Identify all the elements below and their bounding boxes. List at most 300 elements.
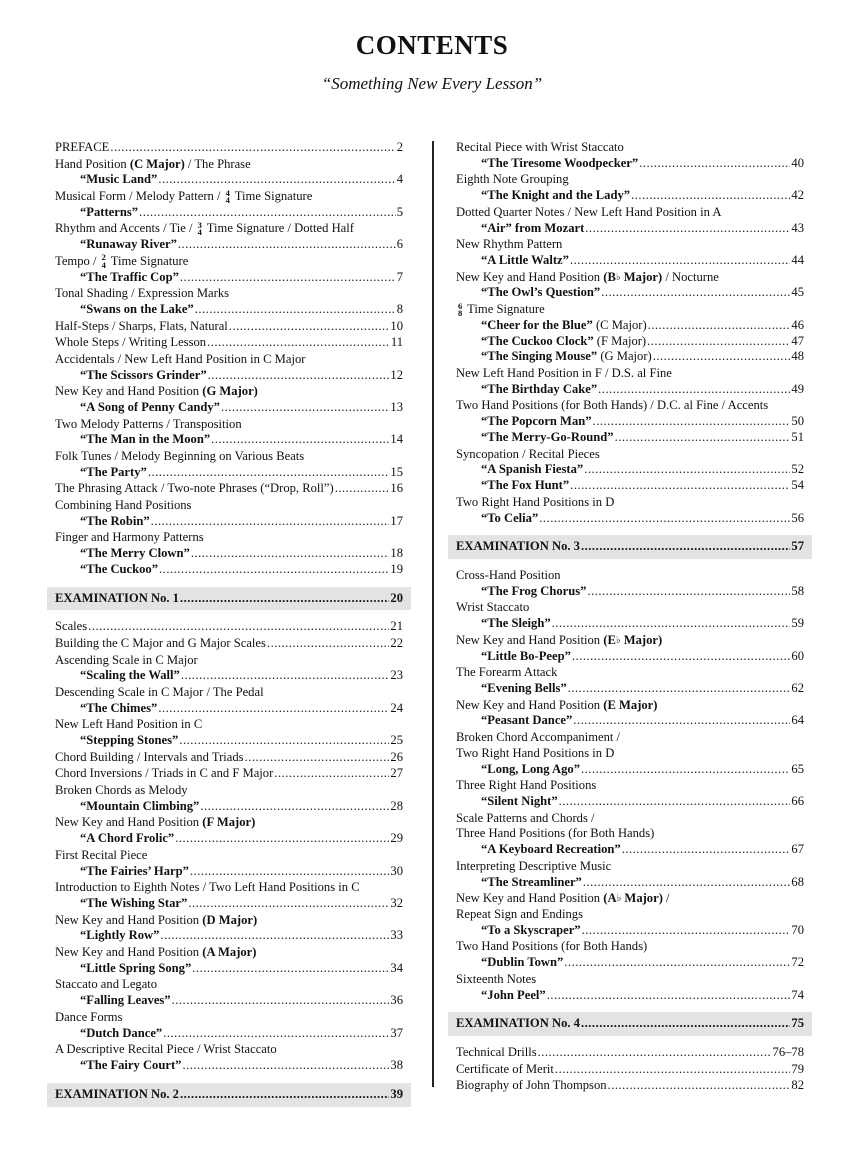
time-signature-bottom: 4 <box>101 259 106 270</box>
plain-text: Introduction to Eighth Notes / Two Left Hand Positions in C <box>55 880 360 895</box>
toc-entry <box>456 633 804 665</box>
toc-entry <box>55 157 403 189</box>
dot-leader <box>547 988 791 1004</box>
dot-leader <box>207 335 390 351</box>
bold-text: “The Knight and the Lady” <box>481 188 631 203</box>
dot-leader <box>572 649 791 665</box>
entry-text <box>55 591 179 607</box>
plain-text: Building the C Major and G Major Scales <box>55 636 266 651</box>
plain-text: New Key and Hand Position <box>456 891 604 906</box>
dot-leader <box>584 462 790 478</box>
dot-leader <box>568 681 791 697</box>
entry-text <box>80 368 207 384</box>
dot-leader <box>639 156 790 172</box>
plain-text: Syncopation / Recital Pieces <box>456 446 600 461</box>
toc-entry <box>456 698 804 730</box>
dot-leader <box>267 636 389 652</box>
dot-leader <box>647 334 790 350</box>
toc-piece-line <box>456 649 804 665</box>
page-number: 18 <box>390 546 403 561</box>
toc-entry <box>55 848 403 880</box>
toc-entry <box>55 449 403 481</box>
entry-text <box>456 140 624 156</box>
entry-text <box>80 432 210 448</box>
plain-text: Two Hand Positions (for Both Hands) / D.C. al Fine / Accents <box>456 398 769 413</box>
entry-text <box>456 891 670 907</box>
dot-leader <box>581 1016 790 1032</box>
toc-topic-line <box>456 600 804 616</box>
toc-piece-line <box>55 302 403 318</box>
dot-leader <box>573 713 790 729</box>
page-number: 24 <box>390 700 403 715</box>
plain-text: Wrist Staccato <box>456 600 530 615</box>
bold-text: (F Major) <box>202 815 256 830</box>
toc-piece-line <box>55 172 403 188</box>
toc-entry <box>456 1078 804 1094</box>
page-number: 30 <box>390 863 403 878</box>
dot-leader <box>148 465 390 481</box>
page-number: 47 <box>791 333 804 348</box>
plain-text: / The Phrase <box>184 156 251 171</box>
toc-entry <box>456 495 804 527</box>
examination-heading <box>47 1083 411 1107</box>
entry-text <box>80 514 150 530</box>
plain-text: First Recital Piece <box>55 847 148 862</box>
bold-text: “Mountain Climbing” <box>80 798 200 813</box>
bold-text: “The Traffic Cop” <box>80 269 179 284</box>
toc-topic-line <box>456 270 804 286</box>
entry-text <box>55 449 304 465</box>
toc-topic-line <box>55 977 403 993</box>
plain-text: Recital Piece with Wrist Staccato <box>456 140 624 154</box>
toc-piece-line <box>456 713 804 729</box>
toc-piece-line <box>55 993 403 1009</box>
plain-text: The Phrasing Attack / Two-note Phrases (“Drop, Roll”) <box>55 481 334 496</box>
entry-text <box>55 530 204 546</box>
dot-leader <box>88 619 389 635</box>
bold-text: (E Major) <box>603 697 658 712</box>
page-number: 48 <box>791 349 804 364</box>
entry-text <box>80 465 147 481</box>
toc-topic-line <box>456 665 804 681</box>
entry-text <box>55 880 360 896</box>
entry-text <box>481 955 563 971</box>
toc-topic-line <box>55 498 403 514</box>
plain-text: New Left Hand Position in C <box>55 717 203 732</box>
toc-topic-line <box>55 591 403 607</box>
toc-entry <box>55 945 403 977</box>
time-signature-top: 2 <box>101 252 106 263</box>
toc-entry <box>55 783 403 815</box>
entry-text <box>55 1042 277 1058</box>
bold-text: (D Major) <box>202 912 258 927</box>
plain-text: Time Signature <box>107 253 189 268</box>
entry-text <box>55 140 109 156</box>
page-number: 22 <box>390 636 403 651</box>
dot-leader <box>570 253 790 269</box>
entry-text <box>456 270 719 286</box>
time-signature-top: 6 <box>458 300 463 311</box>
toc-piece-line <box>55 432 403 448</box>
bold-text: “Little Spring Song” <box>80 960 192 975</box>
dot-leader <box>593 414 791 430</box>
page-number: 15 <box>390 464 403 479</box>
toc-piece-line <box>456 762 804 778</box>
toc-piece-line <box>456 188 804 204</box>
page-number: 26 <box>390 749 403 764</box>
bold-text: “The Robin” <box>80 513 150 528</box>
entry-text <box>55 1087 179 1103</box>
examination-heading <box>47 587 411 611</box>
plain-text: The Forearm Attack <box>456 665 558 680</box>
page-number: 40 <box>791 155 804 170</box>
dot-leader <box>158 701 389 717</box>
page-number: 20 <box>390 590 403 605</box>
dot-leader <box>622 842 791 858</box>
entry-text <box>456 539 580 555</box>
plain-text: Time Signature <box>231 188 313 203</box>
bold-text: Major) <box>621 891 663 906</box>
plain-text: Chord Building / Intervals and Triads <box>55 749 244 764</box>
entry-text <box>55 619 87 635</box>
page-number: 16 <box>390 481 403 496</box>
toc-entry <box>55 530 403 577</box>
plain-text: New Key and Hand Position <box>55 944 203 959</box>
toc-topic-line <box>456 826 804 842</box>
dot-leader <box>182 1058 389 1074</box>
toc-piece-line <box>456 334 804 350</box>
entry-text <box>55 157 251 173</box>
page-number: 70 <box>791 922 804 937</box>
entry-text <box>456 1016 580 1032</box>
dot-leader <box>180 270 396 286</box>
page-number: 39 <box>390 1086 403 1101</box>
entry-text <box>481 478 569 494</box>
toc-entry <box>456 140 804 172</box>
toc-topic-line <box>456 859 804 875</box>
bold-text: “Swans on the Lake” <box>80 301 194 316</box>
plain-text: Dance Forms <box>55 1009 123 1024</box>
entry-text <box>55 481 334 497</box>
bold-text: (E <box>603 632 616 647</box>
toc-entry <box>55 481 403 497</box>
plain-text: New Rhythm Pattern <box>456 237 563 252</box>
dot-leader <box>559 794 791 810</box>
toc-piece-line <box>456 253 804 269</box>
plain-text: New Key and Hand Position <box>55 384 203 399</box>
toc-piece-line <box>456 414 804 430</box>
entry-text <box>456 1045 537 1061</box>
entry-text <box>456 778 596 794</box>
toc-entry <box>456 568 804 600</box>
examination-heading <box>448 535 812 559</box>
bold-text: “The Birthday Cake” <box>481 381 598 396</box>
toc-topic-line <box>456 366 804 382</box>
toc-piece-line <box>456 988 804 1004</box>
toc-piece-line <box>456 221 804 237</box>
toc-topic-line <box>456 447 804 463</box>
entry-text <box>481 318 647 334</box>
toc-piece-line <box>456 382 804 398</box>
dot-leader <box>178 237 396 253</box>
bold-text: “A Chord Frolic” <box>80 831 175 846</box>
entry-text <box>55 498 191 514</box>
flat-symbol: ♭ <box>615 271 621 283</box>
column-divider <box>432 141 434 1087</box>
toc-piece-line <box>456 285 804 301</box>
plain-text: New Key and Hand Position <box>55 815 203 830</box>
entry-text <box>55 750 244 766</box>
plain-text: EXAMINATION No. 1 <box>55 590 179 605</box>
entry-text <box>456 302 545 318</box>
plain-text: PREFACE <box>55 140 110 154</box>
toc-piece-line <box>456 955 804 971</box>
dot-leader <box>583 875 791 891</box>
toc-topic-line <box>456 1016 804 1032</box>
dot-leader <box>180 1087 389 1103</box>
page-number: 37 <box>390 1025 403 1040</box>
dot-leader <box>139 205 396 221</box>
entry-text <box>456 633 662 649</box>
plain-text: Dotted Quarter Notes / New Left Hand Position in A <box>456 204 722 219</box>
plain-text: Time Signature / Dotted Half <box>203 221 354 236</box>
page-number: 2 <box>396 140 403 154</box>
toc-column-left <box>55 140 403 1116</box>
plain-text: EXAMINATION No. 2 <box>55 1086 179 1101</box>
toc-topic-line <box>55 1010 403 1026</box>
toc-entry <box>55 815 403 847</box>
bold-text: “Scaling the Wall” <box>80 668 180 683</box>
plain-text: Three Hand Positions (for Both Hands) <box>456 826 655 841</box>
toc-topic-line <box>55 619 403 635</box>
entry-text <box>55 717 202 733</box>
toc-entry <box>55 319 403 335</box>
page-number: 79 <box>791 1061 804 1076</box>
entry-text <box>55 286 229 302</box>
plain-text: Chord Inversions / Triads in C and F Major <box>55 766 274 781</box>
toc-topic-line <box>55 717 403 733</box>
page-number: 33 <box>390 928 403 943</box>
time-signature <box>225 187 230 206</box>
toc-piece-line <box>456 462 804 478</box>
toc-entry <box>55 286 403 318</box>
plain-text: Rhythm and Accents / Tie / <box>55 221 196 236</box>
dot-leader <box>585 221 790 237</box>
toc-piece-line <box>55 831 403 847</box>
entry-text <box>481 875 582 891</box>
bold-text: “The Fairies’ Harp” <box>80 863 189 878</box>
entry-text <box>481 762 580 778</box>
plain-text: Hand Position <box>55 156 130 171</box>
bold-text: “The Scissors Grinder” <box>80 367 207 382</box>
toc-entry <box>55 335 403 351</box>
plain-text: / Nocturne <box>662 269 719 284</box>
toc-topic-line <box>55 140 403 156</box>
bold-text: “Patterns” <box>80 204 139 219</box>
toc-piece-line <box>55 799 403 815</box>
dot-leader <box>587 584 790 600</box>
bold-text: (C Major) <box>129 156 185 171</box>
entry-text <box>55 636 266 652</box>
toc-piece-line <box>55 546 403 562</box>
entry-text <box>456 811 595 827</box>
toc-topic-line <box>456 302 804 318</box>
plain-text: (F Major) <box>593 333 647 348</box>
page-title: CONTENTS <box>355 30 509 60</box>
plain-text: Two Right Hand Positions in D <box>456 494 615 509</box>
bold-text: (A Major) <box>202 944 257 959</box>
dot-leader <box>179 733 389 749</box>
plain-text: Certificate of Merit <box>456 1061 554 1076</box>
entry-text <box>55 977 157 993</box>
entry-text <box>456 172 569 188</box>
time-signature-bottom: 4 <box>225 195 230 206</box>
toc-topic-line <box>456 1045 804 1061</box>
toc-piece-line <box>456 584 804 600</box>
plain-text: Descending Scale in C Major / The Pedal <box>55 685 264 700</box>
page-number: 12 <box>390 367 403 382</box>
toc-topic-line <box>456 398 804 414</box>
entry-text <box>456 600 529 616</box>
page-number: 66 <box>791 794 804 809</box>
dot-leader <box>601 285 790 301</box>
toc-entry <box>456 891 804 938</box>
toc-entry <box>55 189 403 221</box>
time-signature <box>458 300 463 319</box>
entry-text <box>55 384 258 400</box>
entry-text <box>481 649 571 665</box>
entry-text <box>481 430 614 446</box>
entry-text <box>55 783 188 799</box>
page-number: 17 <box>390 513 403 528</box>
entry-text <box>481 188 630 204</box>
dot-leader <box>190 864 390 880</box>
toc-piece-line <box>456 511 804 527</box>
entry-text <box>80 864 189 880</box>
entry-text <box>80 701 157 717</box>
entry-text <box>456 698 657 714</box>
bold-text: “The Party” <box>80 464 147 479</box>
page-number: 68 <box>791 874 804 889</box>
bold-text: “The Man in the Moon” <box>80 432 211 447</box>
toc-topic-line <box>55 766 403 782</box>
toc-topic-line <box>456 698 804 714</box>
toc-topic-line <box>55 750 403 766</box>
toc-topic-line <box>456 811 804 827</box>
toc-entry <box>456 270 804 302</box>
page-number: 74 <box>791 987 804 1002</box>
toc-entry <box>456 1062 804 1078</box>
dot-leader <box>274 766 389 782</box>
entry-text <box>481 253 569 269</box>
entry-text <box>481 713 572 729</box>
toc-entry <box>55 417 403 449</box>
toc-piece-line <box>55 733 403 749</box>
toc-piece-line <box>456 875 804 891</box>
page-number: 51 <box>791 429 804 444</box>
toc-entry <box>55 685 403 717</box>
entry-text <box>481 584 586 600</box>
page-number: 64 <box>791 713 804 728</box>
entry-text <box>481 616 551 632</box>
entry-text <box>55 653 198 669</box>
page-number: 34 <box>390 960 403 975</box>
toc-entry <box>55 498 403 530</box>
page-number: 59 <box>791 616 804 631</box>
toc-entry <box>55 913 403 945</box>
page-number: 82 <box>791 1078 804 1093</box>
toc-entry <box>55 1010 403 1042</box>
bold-text: “The Fox Hunt” <box>481 478 570 493</box>
entry-text <box>80 562 158 578</box>
dot-leader <box>564 955 790 971</box>
toc-piece-line <box>55 270 403 286</box>
dot-leader <box>160 928 389 944</box>
entry-text <box>481 681 567 697</box>
toc-topic-line <box>55 653 403 669</box>
bold-text: “The Cuckoo” <box>80 561 159 576</box>
bold-text: “Dublin Town” <box>481 955 564 970</box>
entry-text <box>481 221 584 237</box>
bold-text: “The Sleigh” <box>481 616 551 631</box>
bold-text: “A Keyboard Recreation” <box>481 842 621 857</box>
plain-text: (G Major) <box>597 349 652 364</box>
toc-piece-line <box>456 478 804 494</box>
plain-text: Sixteenth Notes <box>456 971 537 986</box>
toc-entry <box>456 302 804 365</box>
page-number: 6 <box>396 237 403 252</box>
toc-entry <box>55 750 403 766</box>
plain-text: Broken Chord Accompaniment / <box>456 730 621 745</box>
dot-leader <box>211 432 389 448</box>
toc-entry <box>55 653 403 685</box>
plain-text: (C Major) <box>592 317 647 332</box>
page-number: 32 <box>390 895 403 910</box>
plain-text: Combining Hand Positions <box>55 497 192 512</box>
entry-text <box>481 842 621 858</box>
toc-entry <box>55 254 403 286</box>
dot-leader <box>180 591 389 607</box>
plain-text: Musical Form / Melody Pattern / <box>55 188 224 203</box>
dot-leader <box>608 1078 791 1094</box>
time-signature-bottom: 4 <box>197 227 202 238</box>
plain-text: / <box>662 891 670 906</box>
page-number: 46 <box>791 317 804 332</box>
plain-text: New Key and Hand Position <box>55 912 203 927</box>
plain-text: Cross-Hand Position <box>456 568 561 583</box>
plain-text: Broken Chords as Melody <box>55 783 188 798</box>
time-signature <box>102 254 106 269</box>
dot-leader <box>229 319 390 335</box>
time-signature-top: 3 <box>197 219 202 230</box>
toc-topic-line <box>55 319 403 335</box>
toc-topic-line <box>456 891 804 907</box>
page-number: 23 <box>390 668 403 683</box>
toc-topic-line <box>55 636 403 652</box>
page-number: 56 <box>791 510 804 525</box>
page-number: 38 <box>390 1057 403 1072</box>
plain-text: Folk Tunes / Melody Beginning on Various Beats <box>55 448 305 463</box>
page-number: 76–78 <box>772 1045 804 1060</box>
entry-text <box>80 270 179 286</box>
toc-entry <box>55 1042 403 1074</box>
bold-text: “The Owl’s Question” <box>481 285 601 300</box>
bold-text: “Peasant Dance” <box>481 713 573 728</box>
entry-text <box>456 859 611 875</box>
entry-text <box>80 668 180 684</box>
toc-entry <box>456 447 804 494</box>
dot-leader <box>555 1062 790 1078</box>
